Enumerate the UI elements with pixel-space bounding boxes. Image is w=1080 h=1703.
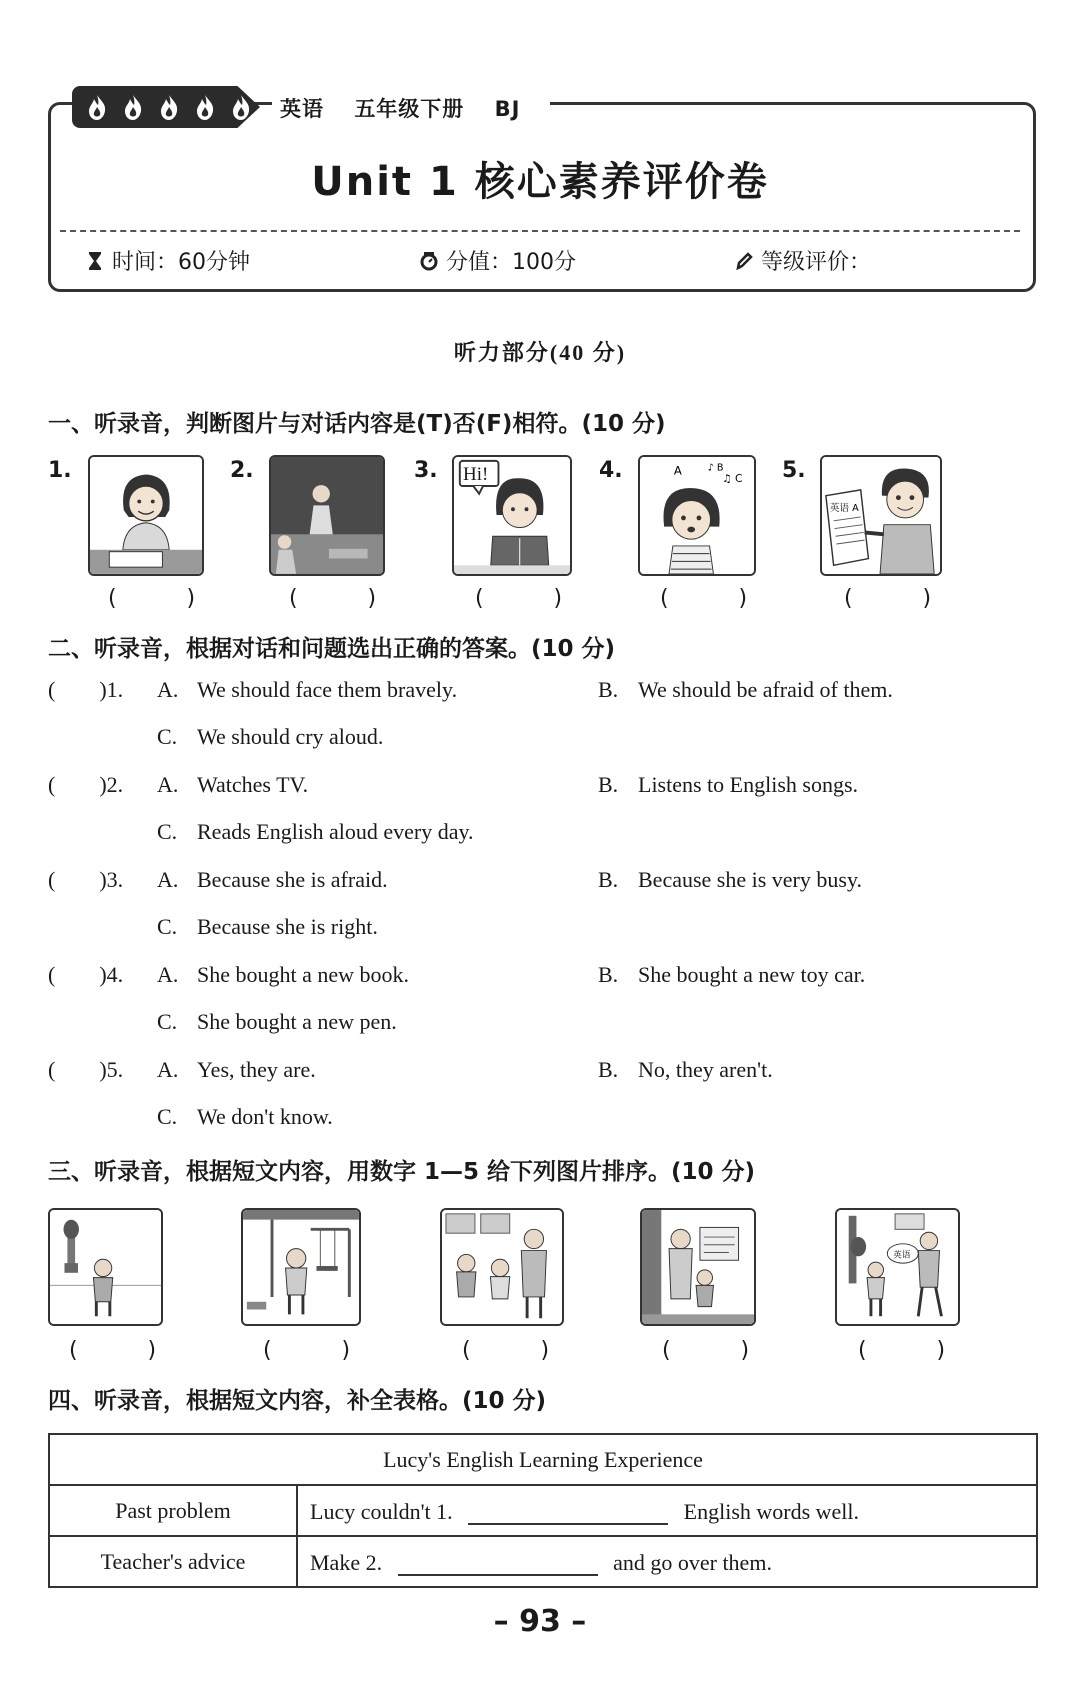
section3-title: 三、听录音，根据短文内容，用数字 1—5 给下列图片排序。(10 分) bbox=[48, 1159, 756, 1185]
time-label: 时间：60分钟 bbox=[112, 250, 250, 275]
picture-girl-reading bbox=[452, 455, 572, 576]
row-label-past-problem: Past problem bbox=[49, 1485, 297, 1536]
question-2 bbox=[0, 772, 1080, 862]
order-blank[interactable]: ( ) bbox=[462, 1338, 554, 1363]
svg-text:♪ B: ♪ B bbox=[707, 462, 724, 474]
picture-classroom-teacher bbox=[269, 455, 385, 576]
item-number: 3. bbox=[414, 458, 438, 483]
grade: 五年级下册 bbox=[354, 97, 465, 121]
score-label: 分值：100分 bbox=[446, 250, 576, 275]
section2-title: 二、听录音，根据对话和问题选出正确的答案。(10 分) bbox=[48, 636, 616, 662]
order-blank[interactable]: ( ) bbox=[263, 1338, 355, 1363]
picture-girl-writing bbox=[88, 455, 204, 576]
order-blank[interactable]: ( ) bbox=[662, 1338, 754, 1363]
question-answer-blank[interactable]: ( )4. bbox=[48, 962, 124, 987]
option-b[interactable]: B. Because she is very busy. bbox=[598, 867, 863, 892]
item-number: 4. bbox=[599, 458, 623, 483]
option-b[interactable]: B. Listens to English songs. bbox=[598, 772, 859, 797]
subject: 英语 bbox=[280, 97, 324, 121]
question-3 bbox=[0, 867, 1080, 957]
page-number: – 93 – bbox=[493, 1604, 587, 1639]
answer-blank[interactable]: ( ) bbox=[844, 586, 936, 611]
flame-icon bbox=[82, 92, 112, 122]
row-content-past-problem bbox=[297, 1485, 1037, 1536]
grade-eval-label: 等级评价： bbox=[761, 250, 872, 275]
svg-text:英语: 英语 bbox=[893, 1250, 911, 1261]
answer-blank[interactable]: ( ) bbox=[660, 586, 752, 611]
row2-text-before: Make 2. bbox=[310, 1549, 383, 1575]
option-a[interactable]: A. Because she is afraid. bbox=[157, 867, 388, 892]
answer-blank[interactable]: ( ) bbox=[289, 586, 381, 611]
option-c[interactable]: C. We don't know. bbox=[157, 1104, 333, 1129]
grade-eval-info bbox=[735, 245, 871, 276]
flame-icon bbox=[154, 92, 184, 122]
flame-icon bbox=[118, 92, 148, 122]
row1-text-after: English words well. bbox=[683, 1498, 860, 1524]
row-content-teacher-advice bbox=[297, 1536, 1037, 1587]
listening-part-title: 听力部分(40 分) bbox=[453, 340, 627, 365]
time-info bbox=[86, 245, 250, 276]
edition: BJ bbox=[494, 97, 521, 121]
option-a[interactable]: A. Watches TV. bbox=[157, 772, 309, 797]
section4-title: 四、听录音，根据短文内容，补全表格。(10 分) bbox=[48, 1388, 547, 1414]
item-number: 1. bbox=[48, 458, 72, 483]
svg-text:A: A bbox=[673, 463, 682, 478]
picture-children-with-mother bbox=[440, 1208, 564, 1326]
score-info bbox=[420, 245, 576, 276]
picture-girl-at-noticeboard bbox=[640, 1208, 756, 1326]
option-b[interactable]: B. No, they aren't. bbox=[598, 1057, 773, 1082]
picture-boy-at-playground bbox=[241, 1208, 361, 1326]
order-blank[interactable]: ( ) bbox=[858, 1338, 950, 1363]
item-number: 2. bbox=[230, 458, 254, 483]
option-a[interactable]: A. We should face them bravely. bbox=[157, 677, 458, 702]
question-answer-blank[interactable]: ( )2. bbox=[48, 772, 124, 797]
option-c[interactable]: C. She bought a new pen. bbox=[157, 1009, 397, 1034]
row2-text-after: and go over them. bbox=[613, 1549, 772, 1575]
option-c[interactable]: C. We should cry aloud. bbox=[157, 724, 384, 749]
question-5 bbox=[0, 1057, 1080, 1147]
fill-blank-1[interactable] bbox=[468, 1497, 668, 1525]
option-b[interactable]: B. We should be afraid of them. bbox=[598, 677, 893, 702]
option-b[interactable]: B. She bought a new toy car. bbox=[598, 962, 866, 987]
question-4 bbox=[0, 962, 1080, 1052]
picture-boy-with-father bbox=[835, 1208, 960, 1326]
subject-line bbox=[272, 91, 550, 125]
order-blank[interactable]: ( ) bbox=[69, 1338, 161, 1363]
experience-table bbox=[48, 1433, 1038, 1588]
divider bbox=[60, 230, 1020, 232]
picture-boy-in-room bbox=[48, 1208, 163, 1326]
question-answer-blank[interactable]: ( )5. bbox=[48, 1057, 124, 1082]
difficulty-flames bbox=[72, 86, 260, 128]
row-label-teacher-advice: Teacher's advice bbox=[49, 1536, 297, 1587]
option-a[interactable]: A. Yes, they are. bbox=[157, 1057, 316, 1082]
question-answer-blank[interactable]: ( )3. bbox=[48, 867, 124, 892]
stopwatch-icon bbox=[420, 251, 438, 271]
flame-icon bbox=[190, 92, 220, 122]
option-a[interactable]: A. She bought a new book. bbox=[157, 962, 410, 987]
section1-title: 一、听录音，判断图片与对话内容是(T)否(F)相符。(10 分) bbox=[48, 411, 666, 437]
table-title: Lucy's English Learning Experience bbox=[49, 1434, 1037, 1485]
picture-girl-singing bbox=[638, 455, 756, 576]
speech-bubble-text: Hi! bbox=[463, 464, 489, 485]
question-1 bbox=[0, 677, 1080, 767]
row1-text-before: Lucy couldn't 1. bbox=[310, 1498, 453, 1524]
answer-blank[interactable]: ( ) bbox=[475, 586, 567, 611]
picture-boy-with-test-paper bbox=[820, 455, 942, 576]
hourglass-icon bbox=[86, 251, 104, 271]
item-number: 5. bbox=[782, 458, 806, 483]
svg-text:英语 A: 英语 A bbox=[829, 503, 859, 515]
pencil-icon bbox=[735, 251, 753, 271]
svg-text:♫ C: ♫ C bbox=[722, 472, 743, 486]
fill-blank-2[interactable] bbox=[398, 1548, 598, 1576]
question-answer-blank[interactable]: ( )1. bbox=[48, 677, 124, 702]
option-c[interactable]: C. Reads English aloud every day. bbox=[157, 819, 474, 844]
answer-blank[interactable]: ( ) bbox=[108, 586, 200, 611]
page-title: Unit 1 核心素养评价卷 bbox=[311, 159, 769, 205]
option-c[interactable]: C. Because she is right. bbox=[157, 914, 378, 939]
